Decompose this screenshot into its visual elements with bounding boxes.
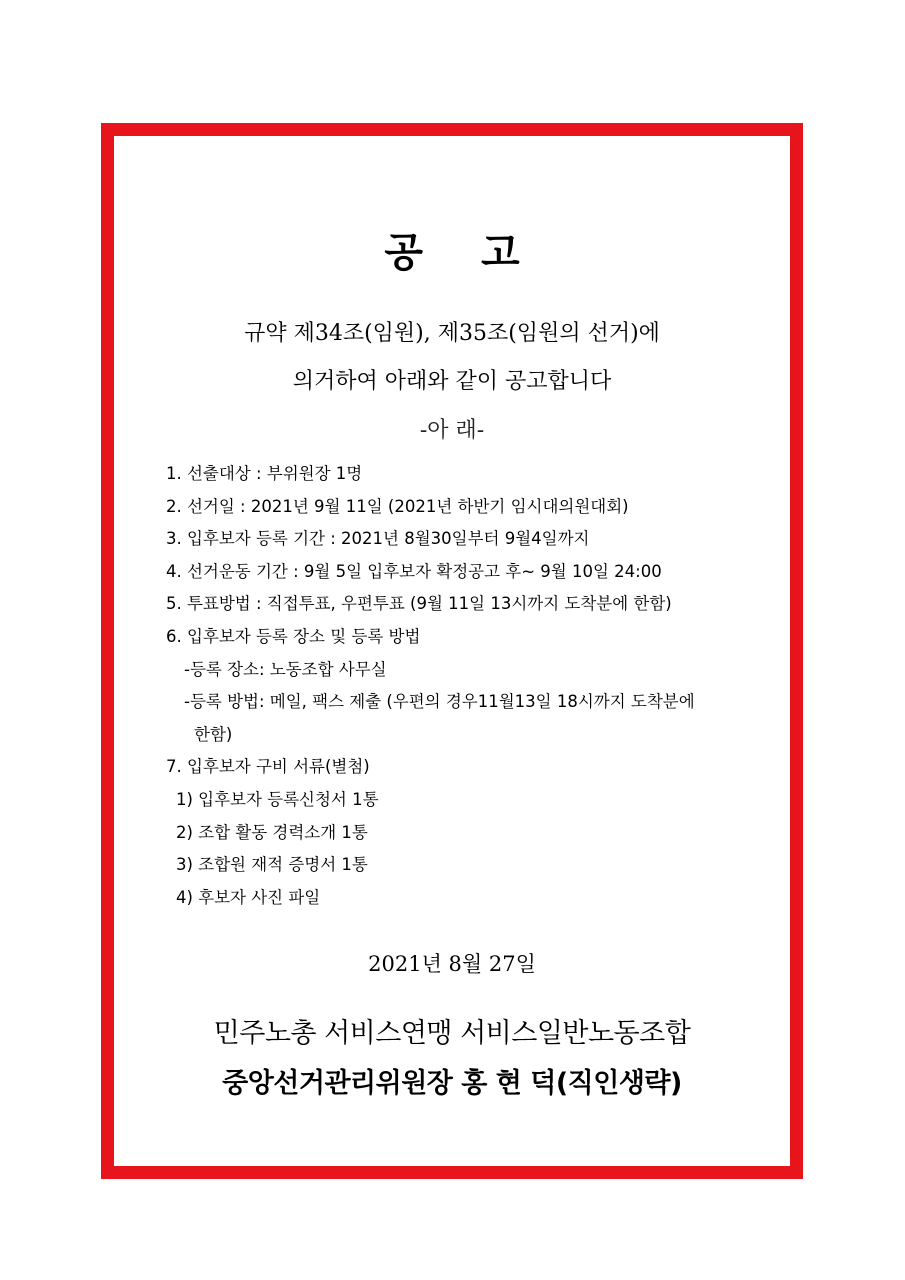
- list-item: 1. 선출대상 : 부위원장 1명: [166, 464, 363, 483]
- list-item: 4) 후보자 사진 파일: [176, 887, 321, 907]
- signatory-line: 중앙선거관리위원장 홍 현 덕(직인생략): [222, 1068, 682, 1099]
- list-item: 한함): [194, 724, 233, 744]
- notice-date: 2021년 8월 27일: [368, 952, 536, 976]
- lead-line-1: 규약 제34조(임원), 제35조(임원의 선거)에: [244, 321, 660, 346]
- organization-line: 민주노총 서비스연맹 서비스일반노동조합: [213, 1018, 691, 1049]
- list-item: -등록 방법: 메일, 팩스 제출 (우편의 경우11월13일 18시까지 도착분에: [184, 692, 695, 712]
- list-item: 7. 입후보자 구비 서류(별첨): [166, 757, 370, 777]
- title-char-2: 고: [481, 229, 520, 276]
- below-marker: -아 래-: [419, 418, 485, 443]
- list-item: 1) 입후보자 등록신청서 1통: [176, 789, 379, 809]
- lead-line-2: 의거하여 아래와 같이 공고합니다: [292, 369, 612, 394]
- list-item: 3. 입후보자 등록 기간 : 2021년 8월30일부터 9월4일까지: [166, 529, 590, 549]
- notice-title: [114, 221, 790, 278]
- notice-frame: [101, 123, 803, 1179]
- notice-item-list: [166, 458, 695, 914]
- list-item: 6. 입후보자 등록 장소 및 등록 방법: [166, 626, 421, 646]
- list-item: 4. 선거운동 기간 : 9월 5일 입후보자 확정공고 후~ 9월 10일 24:00: [166, 561, 662, 581]
- list-item: 2. 선거일 : 2021년 9월 11일 (2021년 하반기 임시대의원대회): [166, 496, 629, 516]
- list-item: -등록 장소: 노동조합 사무실: [184, 659, 387, 679]
- list-item: 2) 조합 활동 경력소개 1통: [176, 822, 368, 842]
- list-item: 3) 조합원 재적 증명서 1통: [176, 855, 368, 875]
- list-item: 5. 투표방법 : 직접투표, 우편투표 (9월 11일 13시까지 도착분에 한함): [166, 594, 672, 614]
- title-char-1: 공: [384, 229, 423, 276]
